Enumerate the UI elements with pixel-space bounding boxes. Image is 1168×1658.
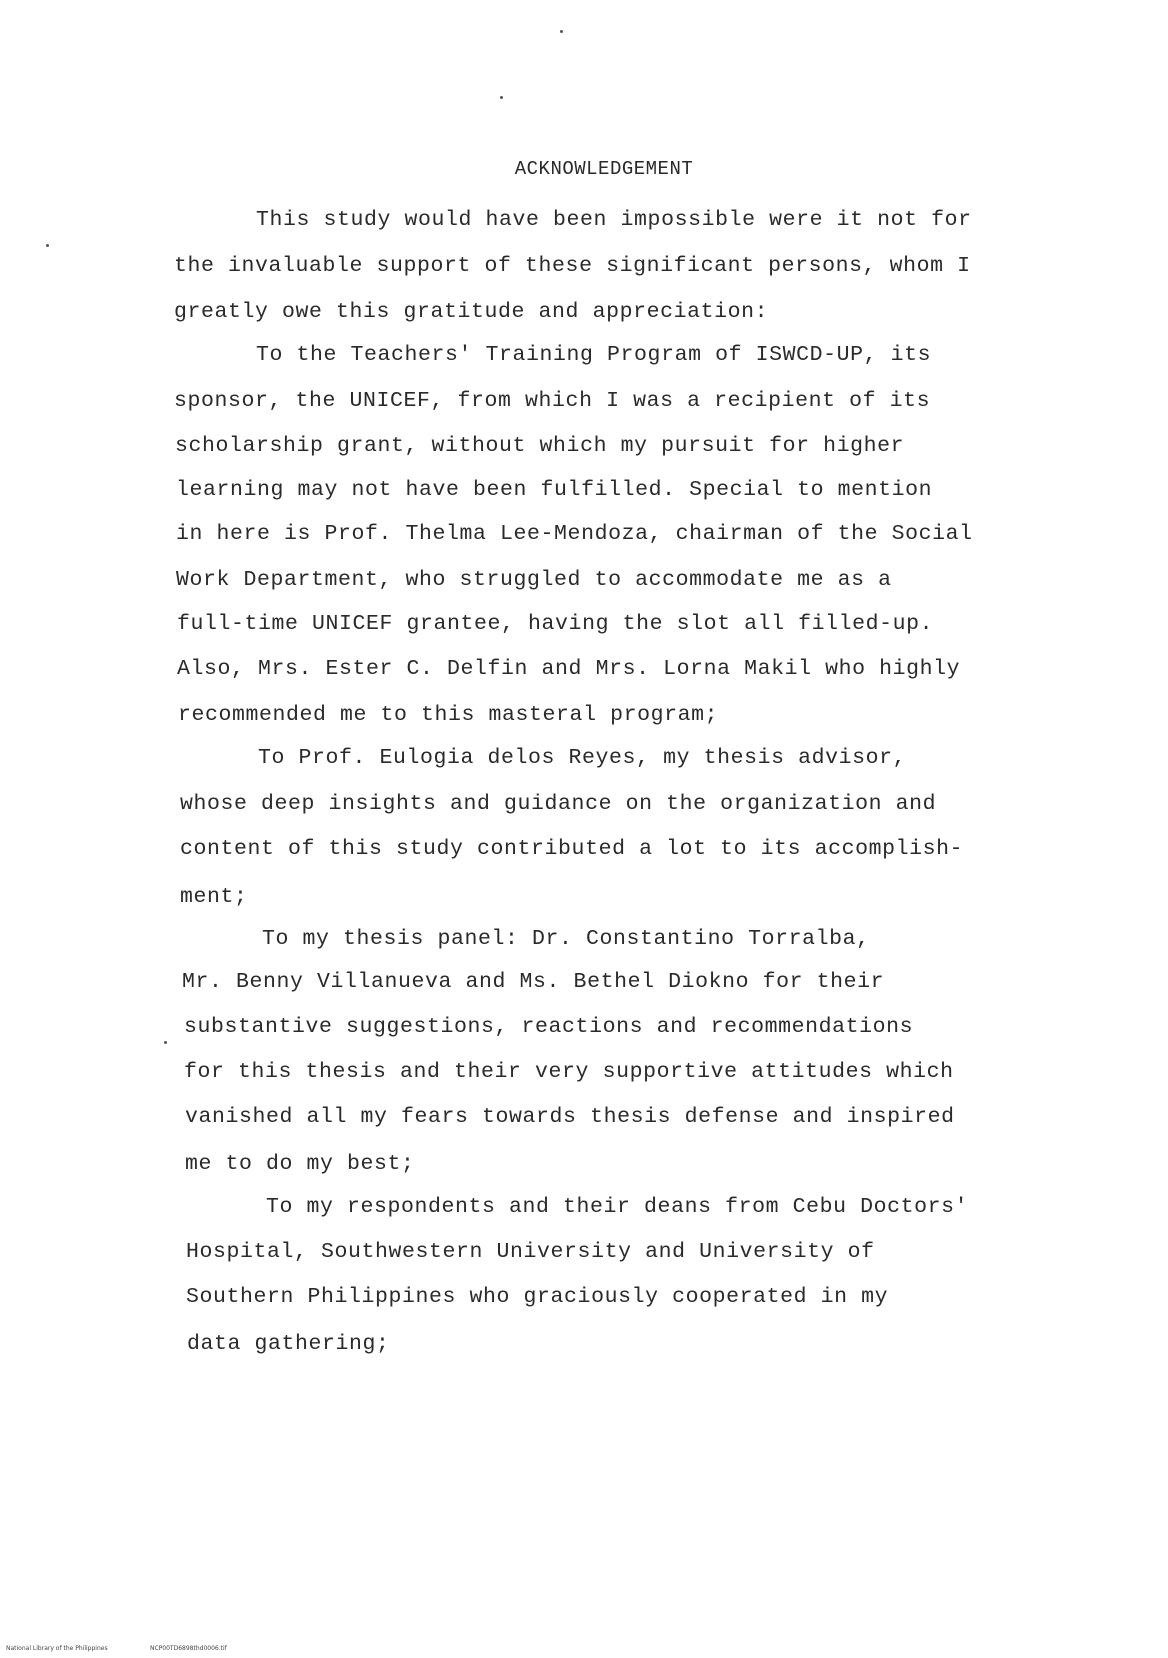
text-line: for this thesis and their very supportive attitudes which: [184, 1060, 954, 1084]
text-line: Also, Mrs. Ester C. Delfin and Mrs. Lorna Makil who highly: [177, 657, 961, 681]
text-line: data gathering;: [187, 1332, 390, 1356]
scan-speck: [46, 244, 49, 247]
text-line: learning may not have been fulfilled. Special to mention: [176, 478, 933, 502]
text-line: To the Teachers' Training Program of ISWCD-UP, its: [256, 343, 932, 367]
footer-file-id: NCP00TD6898thd0006.tif: [150, 1645, 227, 1652]
scan-speck: [500, 96, 503, 99]
text-line: ment;: [180, 885, 248, 909]
text-line: me to do my best;: [185, 1152, 415, 1176]
text-line: scholarship grant, without which my pursuit for higher: [175, 434, 905, 458]
footer-library: National Library of the Philippines: [6, 1645, 108, 1652]
text-line: Hospital, Southwestern University and University of: [186, 1240, 875, 1264]
text-line: To Prof. Eulogia delos Reyes, my thesis advisor,: [258, 746, 907, 770]
text-line: Mr. Benny Villanueva and Ms. Bethel Diokno for their: [182, 970, 885, 994]
text-line: vanished all my fears towards thesis defense and inspired: [185, 1105, 955, 1129]
text-line: recommended me to this masteral program;: [178, 703, 719, 727]
text-line: Southern Philippines who graciously cooperated in my: [186, 1285, 889, 1309]
text-line: content of this study contributed a lot to its accomplish-: [180, 837, 964, 861]
text-line: Work Department, who struggled to accommodate me as a: [176, 568, 892, 592]
page-title: ACKNOWLEDGEMENT: [514, 158, 694, 180]
text-line: substantive suggestions, reactions and recommendations: [184, 1015, 914, 1039]
text-line: To my respondents and their deans from Cebu Doctors': [266, 1195, 969, 1219]
text-line: the invaluable support of these significant persons, whom I: [174, 254, 971, 278]
text-line: in here is Prof. Thelma Lee-Mendoza, chairman of the Social: [176, 522, 973, 546]
scan-speck: [560, 30, 563, 33]
text-line: full-time UNICEF grantee, having the slot all filled-up.: [177, 612, 934, 636]
text-line: To my thesis panel: Dr. Constantino Torralba,: [262, 927, 870, 951]
text-line: This study would have been impossible were it not for: [256, 208, 972, 232]
text-line: greatly owe this gratitude and appreciation:: [174, 300, 769, 324]
text-line: sponsor, the UNICEF, from which I was a recipient of its: [174, 389, 931, 413]
scan-speck: [164, 1041, 167, 1044]
text-line: whose deep insights and guidance on the organization and: [180, 792, 937, 816]
